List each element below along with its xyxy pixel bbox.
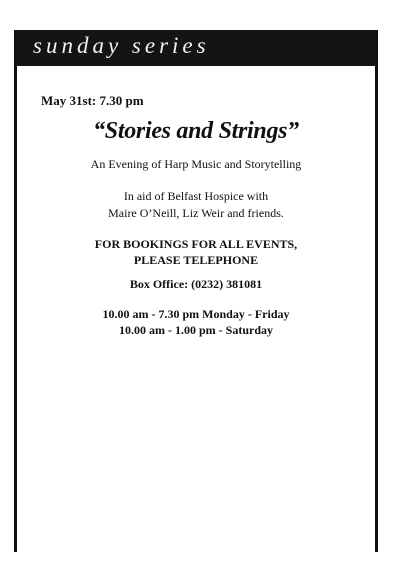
bookings-line-1: FOR BOOKINGS FOR ALL EVENTS,: [94, 237, 298, 251]
saturday-hours: 10.00 am - 1.00 pm - Saturday: [118, 323, 273, 337]
opening-hours: [17, 306, 375, 338]
series-title: sunday series: [33, 33, 210, 58]
event-date-time: May 31st: 7.30 pm: [41, 93, 144, 108]
box-office-phone: Box Office: (0232) 381081: [129, 277, 263, 291]
performers-line: Maire O’Neill, Liz Weir and friends.: [108, 206, 284, 220]
bookings-notice: [17, 236, 375, 268]
weekday-hours: 10.00 am - 7.30 pm Monday - Friday: [102, 307, 290, 321]
charity-and-performers: [17, 188, 375, 222]
event-subtitle: An Evening of Harp Music and Storytelling: [90, 157, 302, 171]
event-title: “Stories and Strings”: [93, 118, 299, 144]
charity-line: In aid of Belfast Hospice with: [123, 189, 269, 203]
series-banner: [17, 30, 375, 66]
bookings-line-2: PLEASE TELEPHONE: [133, 253, 259, 267]
